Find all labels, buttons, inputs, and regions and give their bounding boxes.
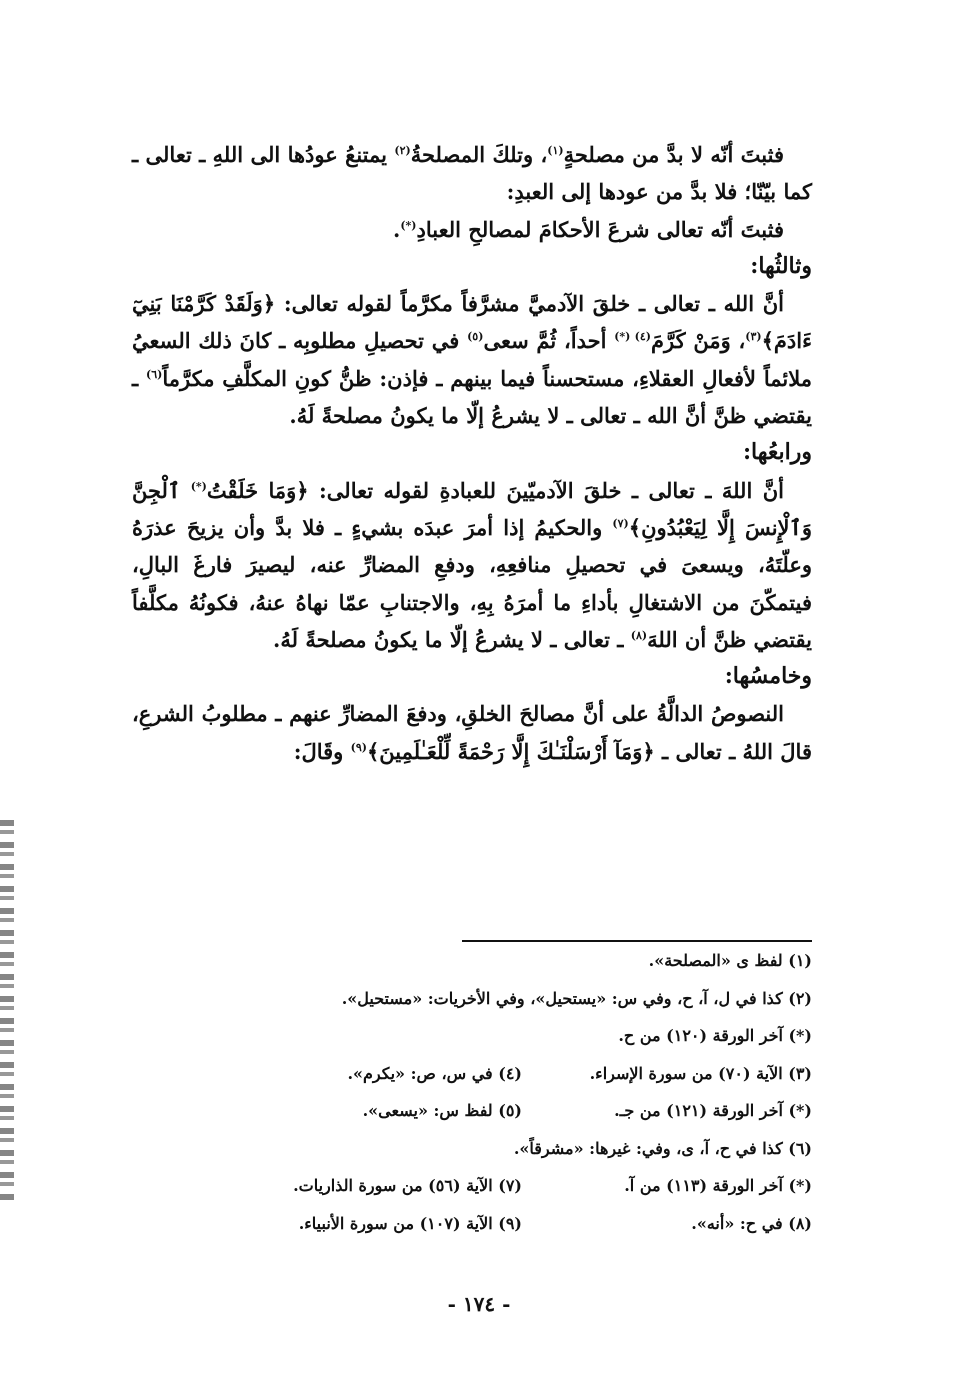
footnote-2: (٢) كذا في ل، آ، ح، وفي س: «يستحيل»، وفي الأخريات: «مستحيل». bbox=[341, 988, 812, 1008]
footnote-row bbox=[212, 1205, 812, 1243]
footnote-4: (٤) في س، ص: «يكرم». bbox=[347, 1063, 522, 1083]
paragraph-2 bbox=[132, 211, 812, 248]
text-run: يمتنعُ عودُها الى اللهِ ـ تعالى ـ كما بيّنّا؛ فلا بدَّ من عودها إلى العبدِ: bbox=[132, 142, 812, 205]
footnote-7: (٧) الآية (٥٦) من سورة الذاريات. bbox=[293, 1176, 522, 1195]
text-run: ـ تعالى ـ لا يشرعُ إلّا ما يكونُ مصلحةً لَهُ. bbox=[273, 626, 631, 652]
footnote-ref: (٣) bbox=[745, 330, 762, 344]
footnote-ref: (١) bbox=[547, 144, 564, 157]
folio-mark: (*) bbox=[400, 218, 417, 232]
heading-third: وثالثُها: bbox=[750, 252, 812, 279]
quran-verse: ﴿وَمَآ أَرْسَلْنَـٰكَ إِلَّا رَحْمَةً لِّلْعَـٰلَمِينَ﴾ bbox=[366, 738, 655, 764]
footnote-row bbox=[212, 942, 812, 980]
text-run: النصوصُ الدالَّةُ على أنَّ مصالحَ الخلقِ، ودفعَ المضارِّ عنهم ـ مطلوبُ الشرعِ، قالَ اللهُ ـ تعالى ـ bbox=[132, 701, 812, 764]
footnote-ref: (٤) bbox=[634, 330, 651, 344]
footnote-1: (١) لفظ ى «المصلحة». bbox=[648, 951, 812, 970]
text-run: أنَّ الله ـ تعالى ـ خلقَ الآدميَّ مشرَّفاً مكرَّماً لقوله تعالى: bbox=[275, 291, 784, 317]
quran-verse: ٱلْجِنَّ وَٱلْإِنسَ إِلَّا لِيَعْبُدُونِ﴾ bbox=[132, 477, 812, 540]
footnote-3: (٣) الآية (٧٠) من سورة الإسراء. bbox=[589, 1063, 812, 1083]
footnote-ref: (٧) bbox=[612, 516, 629, 530]
footnote-ref: (٩) bbox=[350, 740, 367, 754]
quran-verse: ﴿وَمَا خَلَقْتُ bbox=[206, 477, 309, 503]
paragraph-3 bbox=[132, 285, 812, 434]
folio-note: (*) آخر الورقة (١٢٠) من ح. bbox=[618, 1026, 812, 1045]
footnote-row bbox=[212, 1017, 812, 1055]
main-text bbox=[132, 136, 812, 770]
heading-fourth: ورابعُها: bbox=[742, 439, 812, 466]
quran-verse: ﴿وَلَقَدْ كَرَّمْنَا بَنِيٓ ءَادَمَ﴾ bbox=[132, 291, 812, 354]
heading-fifth: وخامسُها: bbox=[724, 663, 812, 690]
folio-mark: (*) bbox=[190, 479, 207, 493]
footnote-9: (٩) الآية (١٠٧) من سورة الأنبياء. bbox=[298, 1213, 522, 1233]
paragraph-5 bbox=[132, 695, 812, 770]
folio-mark: (*) bbox=[614, 330, 635, 344]
footnote-ref: (٨) bbox=[630, 628, 648, 642]
paragraph-4 bbox=[132, 472, 812, 658]
paragraph-1 bbox=[132, 136, 812, 211]
footnote-6: (٦) كذا في ح، آ، ى، وفي: غيرها: «مشرقاً». bbox=[513, 1138, 812, 1158]
footnote-row bbox=[212, 1055, 812, 1093]
footnote-ref: (٥) bbox=[467, 330, 484, 344]
text-run: في تحصيلِ مطلوبِه ـ كانَ ذلك السعيُ ملائماً لأفعالِ العقلاءِ، مستحسناً فيما بينهم ـ فإذن: ظنُّ كونِ المكلَّفِ مكرَّماً bbox=[132, 328, 813, 391]
text-run: ـ يقتضي ظنَّ أنَّ الله ـ تعالى ـ لا يشرعُ إلّا ما يكونُ مصلحةً لَهُ. bbox=[132, 365, 812, 429]
page-number: - ١٧٤ - bbox=[447, 1292, 511, 1316]
footnotes bbox=[212, 942, 812, 1242]
footnote-8: (٨) في ح: «أنه». bbox=[691, 1213, 812, 1233]
text-run: ، وتلكَ المصلحةُ bbox=[410, 142, 548, 167]
text-run: فثبتَ أنّه لا بدَّ من مصلحةٍ bbox=[563, 142, 784, 167]
text-run: أحداً، ثُمَّ سعى bbox=[483, 328, 615, 354]
text-run: والحكيمُ إذا أمرَ عبدَه بشيءٍ ـ فلا بدَّ وأن يزيحَ عذرَهُ وعلّتَهُ، ويسعىَ في تحصيلِ منافعِهِ، ودفعِ المضارِّ عنه، ليصيرَ فارغَ البالِ، فيتمكّنَ من الاشتغالِ بأداءِ ما أمرَهُ بِهِ، والاجتنابِ عمّا نهاهُ عنهُ، فكونُهُ مكلَّفاً يقتضي ظنَّ أن اللهَ bbox=[132, 514, 812, 652]
footnote-row bbox=[212, 1167, 812, 1205]
text-run: . bbox=[393, 216, 401, 242]
footnote-5: (٥) لفظ س: «يسعى». bbox=[362, 1101, 522, 1120]
text-run: أنَّ اللهَ ـ تعالى ـ خلقَ الآدميّينَ للعبادةِ لقوله تعالى: bbox=[308, 477, 784, 503]
folio-note: (*) آخر الورقة (١٢١) من جـ. bbox=[614, 1101, 812, 1120]
footnote-row bbox=[212, 1130, 812, 1168]
footnote-row bbox=[212, 980, 812, 1018]
footnote-ref: (٢) bbox=[394, 144, 411, 157]
text-run: ، وَمَنْ كَرَّمَ bbox=[651, 328, 746, 354]
text-run: فثبتَ أنّه تعالى شرعَ الأحكامَ لمصالحِ العبادِ bbox=[416, 216, 784, 242]
text-run: وقَالَ: bbox=[293, 738, 351, 764]
footnote-row bbox=[212, 1092, 812, 1130]
scan-edge-artifact bbox=[0, 820, 14, 1200]
footnote-ref: (٦) bbox=[146, 367, 163, 381]
folio-note: (*) آخر الورقة (١١٣) من آ. bbox=[624, 1176, 812, 1195]
